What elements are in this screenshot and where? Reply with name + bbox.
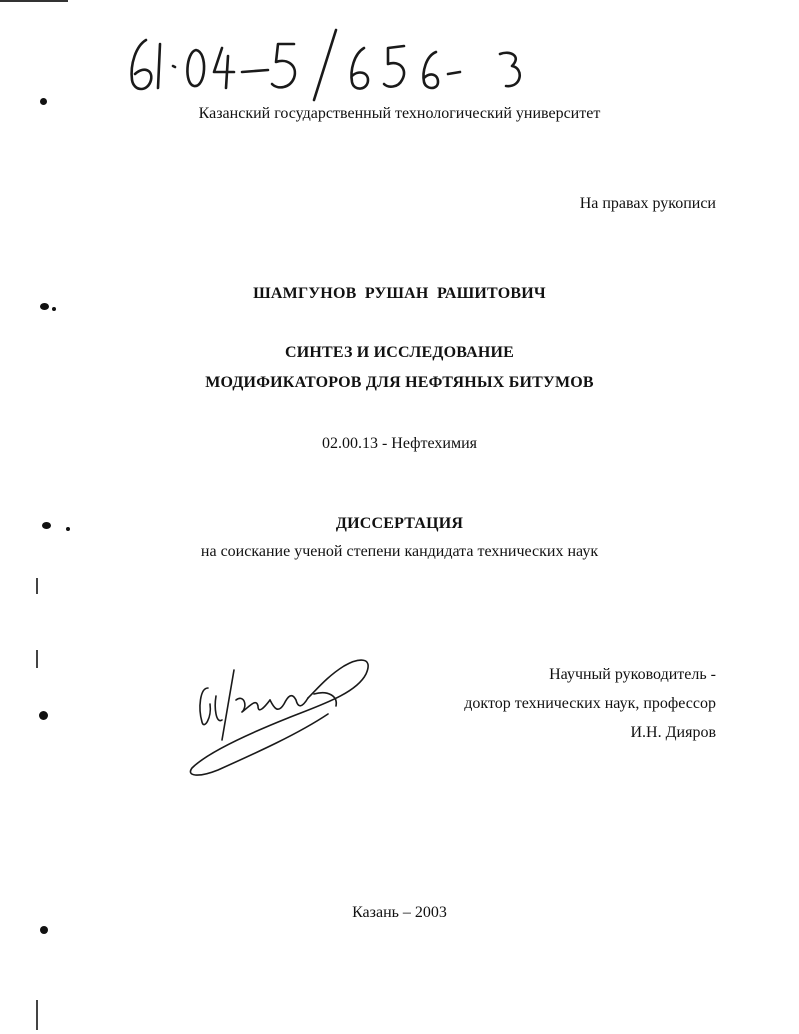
binder-dot [39,711,48,720]
signature-drawing [178,648,378,780]
archive-number-drawing [118,26,538,104]
left-edge-mark [36,650,38,668]
document-type: ДИССЕРТАЦИЯ [335,515,464,532]
supervisor-name: И.Н. Дияров [630,724,716,741]
supervisor-credentials: доктор технических наук, профессор [464,695,716,712]
binder-dot [40,303,49,310]
archive-number-handwritten [118,26,538,104]
supervisor-signature [178,648,378,780]
left-edge-mark [36,578,38,594]
binder-dot [40,926,48,934]
title-line-1: СИНТЕЗ И ИССЛЕДОВАНИЕ [284,344,515,361]
university-name: Казанский государственный технологический университет [198,105,601,122]
manuscript-note: На правах рукописи [579,195,716,212]
top-edge-mark [0,0,68,2]
degree-line: на соискание ученой степени кандидата технических наук [200,543,599,560]
title-line-2: МОДИФИКАТОРОВ ДЛЯ НЕФТЯНЫХ БИТУМОВ [205,374,594,391]
author-name: ШАМГУНОВ РУШАН РАШИТОВИЧ [253,285,546,302]
place-and-year: Казань – 2003 [352,904,447,921]
specialty: 02.00.13 - Нефтехимия [321,435,478,452]
supervisor-label: Научный руководитель - [549,666,716,683]
left-edge-mark [36,1000,38,1030]
binder-dot [52,307,56,311]
